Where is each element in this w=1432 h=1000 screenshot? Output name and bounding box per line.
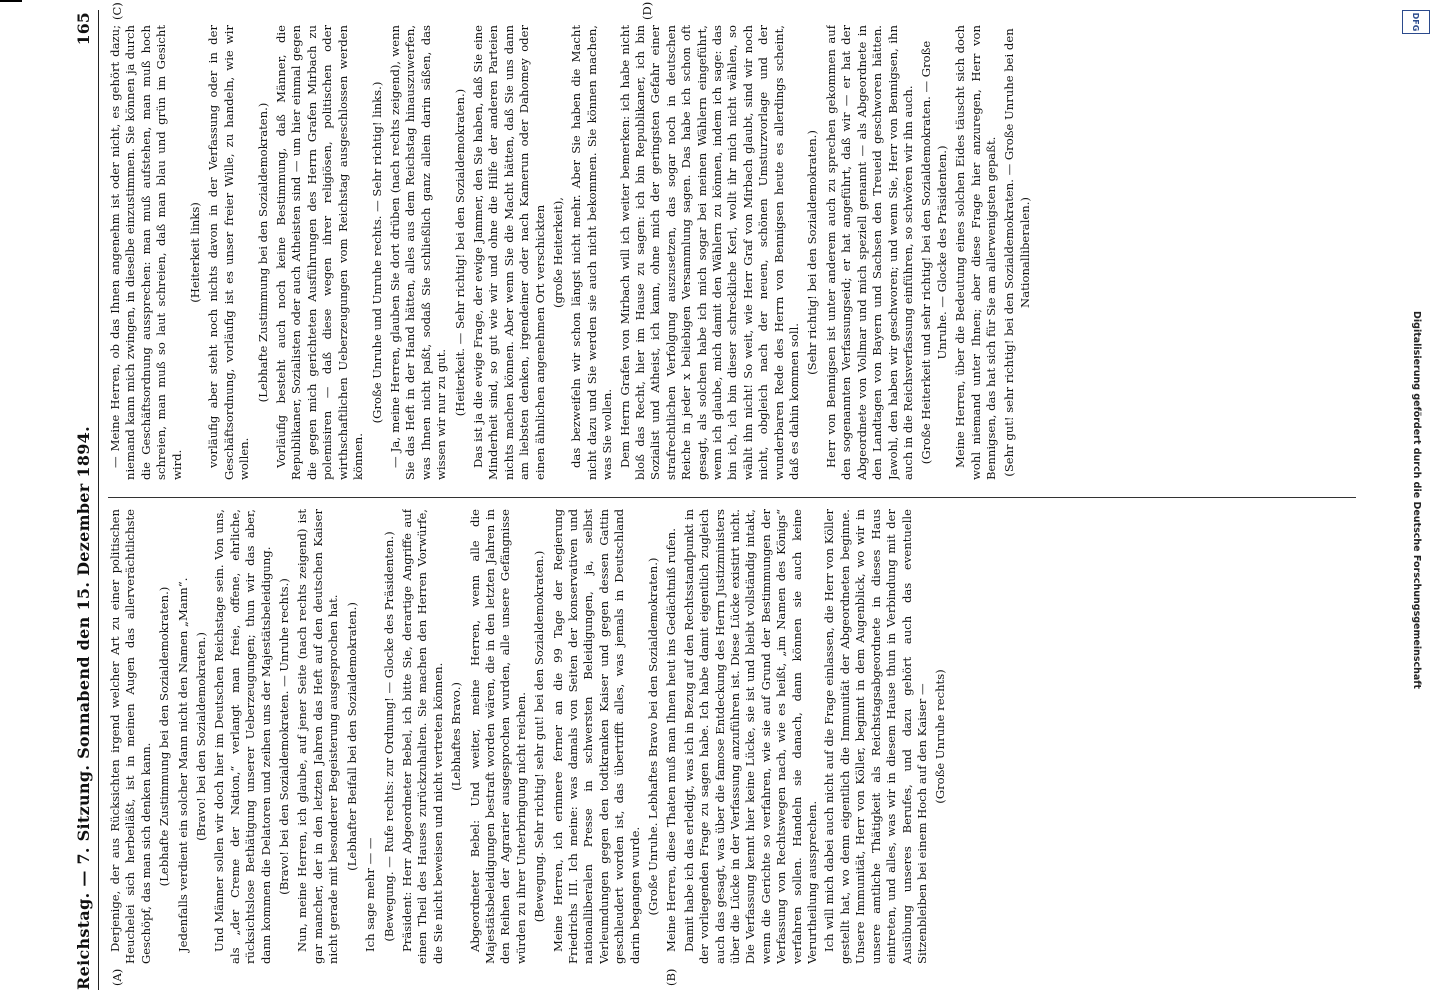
interjection-line: (Bravo! bei den Sozialdemokraten.): [194, 632, 209, 841]
speech-paragraph: Ich sage mehr — —: [363, 837, 378, 952]
margin-marker-b: (B): [664, 968, 678, 986]
sidebar-credit-text: Digitalisierung gefördert durch die Deutsche Forschungsgemeinschaft: [1411, 311, 1422, 689]
interjection-line: (Große Unruhe und Unruhe rechts. — Sehr richtig! links.): [369, 81, 384, 424]
interjection-line: (Bravo! bei den Sozialdemokraten. — Unruhe rechts.): [277, 578, 292, 895]
interjection-line: (große Heiterkeit),: [550, 197, 565, 308]
speech-paragraph: Meine Herren, diese Thaten muß man Ihnen heut ins Gedächtniß rufen.: [664, 528, 679, 952]
speech-paragraph: Abgeordneter Bebel: Und weiter, meine Herren, wenn alle die Majestätsbeleidigungen bestraft worden wären, die in den letzten Jahren in den Reihen der Agrarier ausgesprochen wurden, alle unsere Gefängnisse würden zu ihrer Unterbringung nicht reichen.: [467, 509, 528, 964]
margin-marker-d: (D): [640, 1, 654, 20]
scan-corner-mark: [0, 0, 22, 8]
page-header: [72, 12, 94, 990]
interjection-line: (Heiterkeit. — Sehr richtig! bei den Sozialdemokraten.): [452, 88, 467, 417]
speech-paragraph: Dem Herrn Grafen von Mirbach will ich weiter bemerken: ich habe nicht bloß das Recht, hier im Hause zu sagen: ich bin Republikaner, ich bin Sozialist und Atheist, ich kann, ohne mich der geringsten Gefahr einer strafrechtlichen Verfolgung auszusetzen, das sogar noch in deutschen Reiche in jeder x beliebigen Versammlung sagen. Das habe ich schon oft gesagt, als solchen habe ich mich sogar bei meinen Wählern eingeführt, wenn ich glaube, mich damit den Wählern zu können, indem ich sage: das bin ich, ich bin dieser schreckliche Kerl, wollt ihr mich nicht wählen, so wählt ihn nicht! So weit, wie Herr Graf von Mirbach glaubt, sind wir noch nicht, obgleich nach der neuen, schönen Umsturzvorlage und der wunderbaren Rede des Herrn von Bennigsen heute es allerdings scheint, daß es dahin kommen soll.: [617, 25, 802, 480]
column-divider: [108, 497, 1356, 498]
speech-paragraph: Das ist ja die ewige Frage, der ewige Jammer, den Sie haben, daß Sie eine Minderheit sind, so gut wie wir und ohne die Hilfe der anderen Parteien nichts machen können. Aber wenn Sie die Macht hätten, daß Sie uns dann am liebsten denken, irgendeiner oder nach Kamerun oder Dahomey oder einen ähnlichen angenehmen Ort verschickten: [470, 25, 547, 480]
speech-paragraph: Und Männer sollen wir doch hier im Deutschen Reichstage sein. Von uns, als „der Creme der Nation,“ verlangt man freie, offene, ehrliche, rücksichtslose Bethätigung unserer Ueberzeugungen; thun wir das aber, dann kommen die Delatoren und zeihen uns der Majestätsbeleidigung.: [212, 509, 273, 964]
interjection-line: (Große Heiterkeit und sehr richtig! bei den Sozialdemokraten. — Große Unruhe. — Glocke des Präsidenten.): [919, 40, 949, 465]
speech-paragraph: Jedenfalls verdient ein solcher Mann nicht den Namen „Mann“.: [175, 577, 190, 952]
header-rule: [98, 10, 99, 990]
margin-marker-c: (C): [110, 2, 124, 20]
interjection-line: (Bewegung. — Rufe rechts: zur Ordnung! — Glocke des Präsidenten.): [381, 531, 396, 942]
digitization-sidebar: [1402, 0, 1428, 1000]
page-number: 165: [73, 12, 93, 46]
speech-paragraph: Derjenige, der aus Rücksichten irgend welcher Art zu einer politischen Heuchelei sich herbeiläßt, ist in meinen Augen das allerverächtlichste Geschöpf, das man sich denken kann.: [108, 509, 153, 964]
margin-marker-a: (A): [110, 968, 124, 986]
interjection-line: (Heiterkeit links): [188, 202, 203, 303]
interjection-line: (Große Unruhe. Lebhaftes Bravo bei den Sozialdemokraten.): [646, 557, 660, 916]
speech-paragraph: Ich will mich dabei auch nicht auf die Frage einlassen, die Herr von Köller gestellt hat, wo denn eigentlich die Immunität der Abgeordneten beginne. Unsere Immunität, Herr von Köller, beginnt in dem Augenblick, wo wir in unsere amtliche Thätigkeit als Reichstagsabgeordnete in dieses Haus eintreten, und alles, was wir in diesem Hause thun in Verbindung mit der Ausübung unseres Berufes, und dazu gehört auch das eventuelle Sitzenbleiben bei einem Hoch auf den Kaiser —: [822, 509, 929, 964]
speech-paragraph: Nun, meine Herren, ich glaube, auf jener Seite (nach rechts zeigend) ist gar mancher, der in den letzten Jahren das Heft auf den deutschen Kaiser nicht gerade mit besonderer Begeisterung ausgesprochen hat.: [295, 509, 341, 964]
speech-paragraph: Damit habe ich das erledigt, was ich in Bezug auf den Rechtsstandpunkt in der vorliegenden Frage zu sagen habe. Ich habe damit eigentlich zugleich auch das gesagt, was über die famose Entdeckung des Herrn Justizministers über die Lücke in der Verfassung anzuführen ist. Diese Lücke existirt nicht. Die Verfassung kennt hier keine Lücke, sie ist und bleibt vollständig intakt, wenn die Gerichte so verfahren, wie sie auf Grund der Bestimmungen der Verfassung von Rechtswegen nach, wie es heißt, „im Namen des Königs“ verfahren sollen. Handeln sie danach, dann können sie auch keine Verurtheilung aussprechen.: [681, 509, 820, 964]
interjection-line: (Sehr richtig! bei den Sozialdemokraten.): [805, 130, 820, 375]
rotated-document-page: [16, 0, 1416, 1000]
speech-paragraph: Meine Herren, ich erinnere ferner an die 99 Tage der Regierung Friedrichs III. Ich meine: was damals von Seiten der konservativen und nationalliberalen Presse in schwersten Beleidigungen, ja, selbst Verleumdungen gegen den todtkranken Kaiser und gegen dessen Gattin geschleudert worden ist, das übertrifft alles, was jemals in Deutschland darin begangen wurde.: [550, 509, 642, 964]
interjection-line: (Große Unruhe rechts): [933, 669, 948, 804]
left-text-column: [108, 509, 1368, 964]
interjection-line: (Sehr gut! sehr richtig! bei den Sozialdemokraten. — Große Unruhe bei den Nationalliberalen.): [1002, 28, 1032, 477]
dfg-logo: DFG: [1402, 10, 1430, 34]
interjection-line: (Bewegung. Sehr richtig! sehr gut! bei den Sozialdemokraten.): [532, 550, 547, 923]
speech-paragraph: Herr von Bennigsen ist unter anderem auch zu sprechen gekommen auf den sogenannten Verfassungseid; er hat angeführt, daß wir — er hat der Abgeordnete von Vollmar und mich speziell genannt — als Abgeordnete in den Landtagen von Bayern und Sachsen den Treueid geschworen hätten. Jawohl, den haben wir geschworen; und wenn Sie, Herr von Bennigsen, ihn auch in die Reichsverfassung einführen, so schwören wir ihn auch.: [823, 25, 915, 480]
speech-paragraph: — Meine Herren, ob das Ihnen angenehm ist oder nicht, es gehört dazu; niemand kann mich zwingen, in dieselbe einzustimmen. Sie können ja durch die Geschäftsordnung aussprechen: man muß aufstehen, man muß hoch schreien, man muß so laut schreien, daß man blau und grün im Gesicht wird.: [108, 25, 184, 480]
speech-paragraph: Präsident: Herr Abgeordneter Bebel, ich bitte Sie, derartige Angriffe auf einen Theil des Hauses zurückzuhalten. Sie machen den Herren Vorwürfe, die Sie nicht beweisen und nicht vertreten können.: [399, 509, 445, 964]
interjection-line: (Lebhafte Zustimmung bei den Sozialdemokraten.): [157, 586, 172, 887]
page-content: [16, 0, 1416, 1000]
interjection-line: (Lebhafter Beifall bei den Sozialdemokraten.): [344, 602, 359, 871]
right-text-column: [108, 25, 1368, 480]
speech-paragraph: — Ja, meine Herren, glauben Sie dort drüben (nach rechts zeigend), wenn Sie das Heft in der Hand hätten, alles aus dem Reichstag hinauszuwerfen, was Ihnen nicht paßt, sodaß Sie schließlich ganz allein darin säßen, das wissen wir nur zu gut.: [387, 25, 449, 480]
interjection-line: (Lebhaftes Bravo.): [449, 682, 464, 791]
page-title: Reichstag. — 7. Sitzung. Sonnabend den 15. Dezember 1894.: [73, 426, 93, 990]
speech-paragraph: Meine Herren, über die Bedeutung eines solchen Eides täuscht sich doch wohl niemand unter Ihnen; aber diese Frage hier anzuregen, Herr von Bennigsen, das hat sich für Sie am allerwenigsten gepaßt.: [953, 25, 998, 480]
interjection-line: (Lebhafte Zustimmung bei den Sozialdemokraten.): [255, 102, 270, 403]
speech-paragraph: das bezweifeln wir schon längst nicht mehr. Aber Sie haben die Macht nicht dazu und Sie werden sie auch nicht bekommen. Sie können machen, was Sie wollen.: [569, 25, 615, 480]
speech-paragraph: Vorläufig besteht auch noch keine Bestimmung, daß Männer, die Republikaner, Sozialisten oder auch Atheisten sind — um hier einmal gegen die gegen mich gerichteten Ausführungen des Herrn Grafen Mirbach zu polemisiren — daß diese wegen ihrer religiösen, politischen oder wirthschaftlichen Ueberzeugungen vom Reichstag ausgeschlossen werden können.: [274, 25, 366, 480]
speech-paragraph: vorläufig aber steht noch nichts davon in der Verfassung oder in der Geschäftsordnung, vorläufig ist es unser freier Wille, zu handeln, wie wir wollen.: [206, 25, 252, 480]
